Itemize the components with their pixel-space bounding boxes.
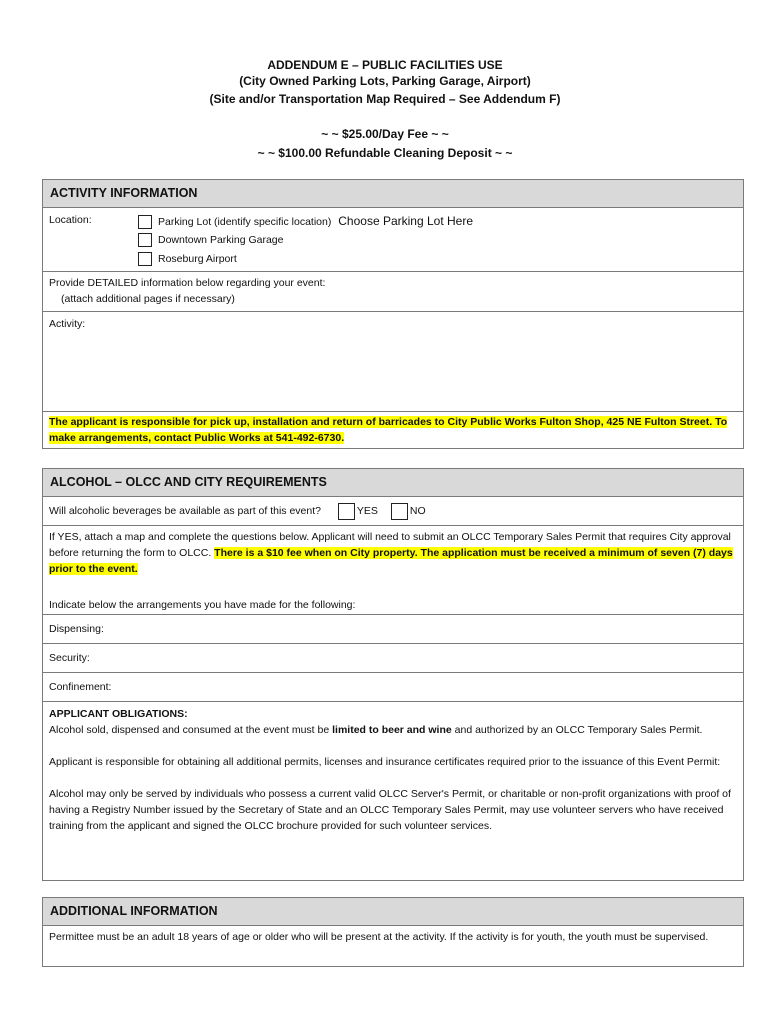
detailed-info-row [43, 272, 743, 312]
activity-section-title: ACTIVITY INFORMATION [43, 180, 743, 208]
parking-lot-label: Parking Lot (identify specific location) [158, 216, 332, 228]
dispensing-row[interactable] [43, 615, 743, 644]
deposit-line: ~ ~ $100.00 Refundable Cleaning Deposit ~ ~ [257, 146, 513, 160]
alcohol-section-title: ALCOHOL – OLCC AND CITY REQUIREMENTS [43, 469, 743, 497]
option-roseburg-airport[interactable] [138, 250, 237, 268]
confinement-label: Confinement: [49, 681, 112, 693]
parking-lot-checkbox[interactable] [138, 215, 152, 229]
detailed-info-text: Provide DETAILED information below regarding your event: [49, 277, 326, 289]
if-yes-row [43, 526, 743, 615]
additional-row [43, 926, 743, 966]
additional-section-title: ADDITIONAL INFORMATION [43, 898, 743, 926]
security-row[interactable] [43, 644, 743, 673]
additional-text: Permittee must be an adult 18 years of age or older who will be present at the activity. If the activity is for youth, the youth must be supervised. [49, 931, 709, 943]
confinement-row[interactable] [43, 673, 743, 702]
obligation-1-pre: Alcohol sold, dispensed and consumed at the event must be [49, 724, 333, 736]
additional-section [42, 897, 744, 967]
header-line-1: ADDENDUM E – PUBLIC FACILITIES USE [267, 58, 503, 72]
downtown-garage-checkbox[interactable] [138, 233, 152, 247]
option-parking-lot[interactable] [138, 212, 473, 230]
header-line-3: (Site and/or Transportation Map Required – See Addendum F) [209, 92, 561, 106]
header-line-2: (City Owned Parking Lots, Parking Garage, Airport) [239, 74, 531, 88]
alcohol-section [42, 468, 744, 881]
location-row [43, 208, 743, 272]
yes-option[interactable] [338, 505, 378, 517]
activity-section [42, 179, 744, 449]
activity-row[interactable] [43, 312, 743, 412]
arrangements-text: Indicate below the arrangements you have made for the following: [49, 599, 356, 611]
yes-label: YES [356, 505, 378, 517]
if-yes-text: If YES, attach a map and complete the questions below. Applicant will need to submit an OLCC Temporary Sales Permit that requires City approval before returning the form to OLCC. [49, 531, 731, 559]
no-checkbox[interactable] [391, 503, 408, 520]
roseburg-airport-label: Roseburg Airport [158, 253, 237, 265]
fee-notice: There is a $10 fee when on City property. The application must be received a minimum of seven (7) days prior to the event. [49, 547, 733, 575]
obligations-row [43, 702, 743, 880]
barricade-notice: The applicant is responsible for pick up, installation and return of barricades to City Public Works Fulton Shop, 425 NE Fulton Street. To make arrangements, contact Public Works at 541-492-6730. [49, 416, 728, 444]
attach-pages-text: (attach additional pages if necessary) [61, 293, 235, 305]
security-label: Security: [49, 652, 90, 664]
activity-label: Activity: [49, 318, 86, 330]
barricade-notice-row [43, 412, 743, 448]
no-label: NO [409, 505, 426, 517]
no-option[interactable] [391, 505, 426, 517]
parking-lot-select[interactable]: Choose Parking Lot Here [338, 214, 474, 228]
fee-line: ~ ~ $25.00/Day Fee ~ ~ [321, 127, 449, 141]
dispensing-label: Dispensing: [49, 623, 104, 635]
alcohol-question-row [43, 497, 743, 526]
alcohol-question: Will alcoholic beverages be available as part of this event? [49, 505, 321, 517]
option-downtown-garage[interactable] [138, 231, 283, 249]
obligations-title: APPLICANT OBLIGATIONS: [49, 708, 188, 720]
downtown-garage-label: Downtown Parking Garage [158, 234, 284, 246]
roseburg-airport-checkbox[interactable] [138, 252, 152, 266]
obligation-1-post: and authorized by an OLCC Temporary Sales Permit. [451, 724, 703, 736]
obligation-1-bold: limited to beer and wine [332, 724, 452, 736]
location-label: Location: [49, 214, 92, 226]
obligation-3: Alcohol may only be served by individuals who possess a current valid OLCC Server's Permit, or charitable or non-profit organizations with proof of having a Registry Number issued by the Secretary of State and an OLCC Temporary Sales Permit, may use volunteer servers who have received training from the applicant and signed the OLCC brochure provided for such volunteer services. [49, 788, 731, 832]
yes-checkbox[interactable] [338, 503, 355, 520]
obligation-2: Applicant is responsible for obtaining all additional permits, licenses and insurance certificates required prior to the issuance of this Event Permit: [49, 756, 721, 768]
